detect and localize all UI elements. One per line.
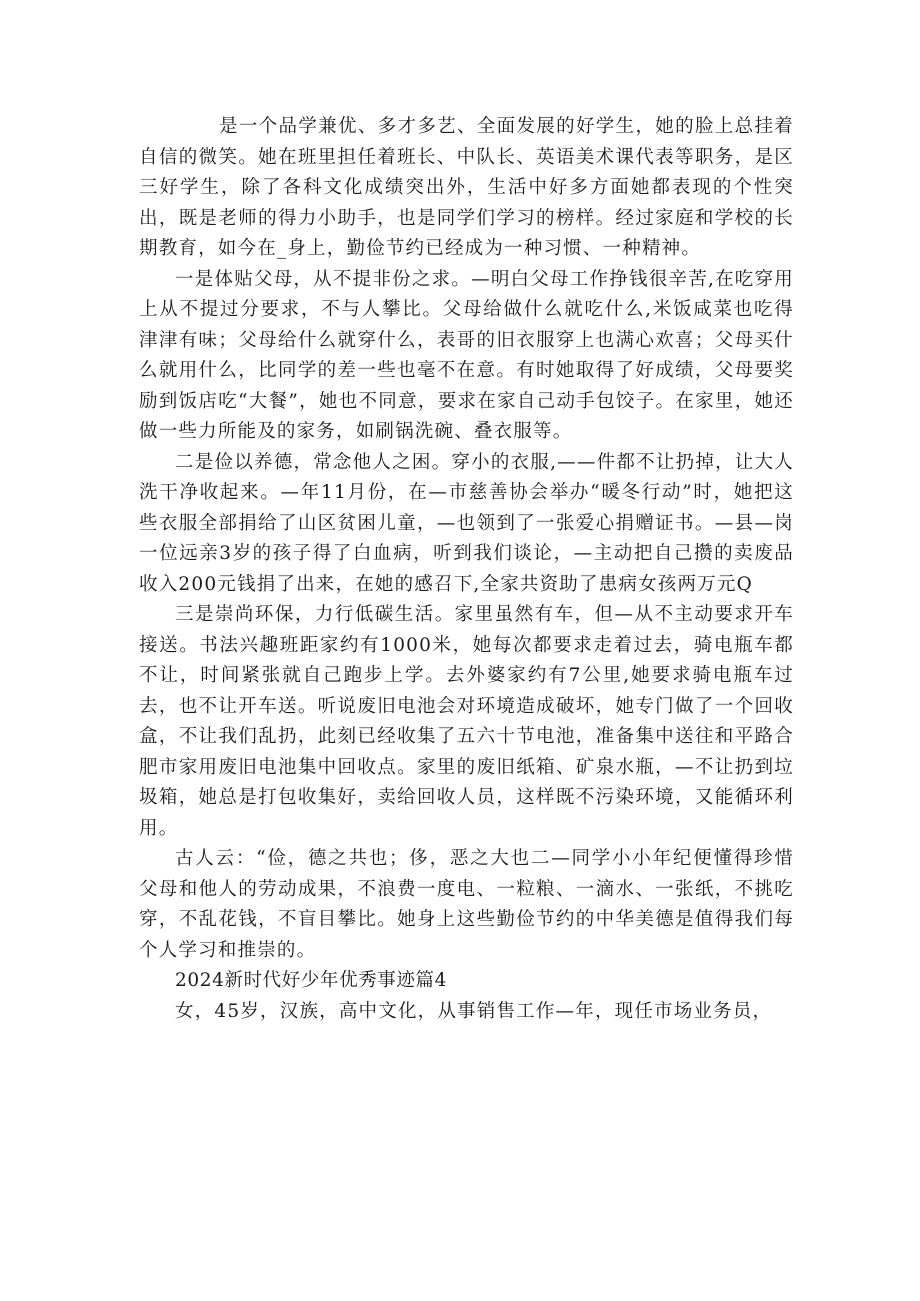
paragraph-environment: 三是崇尚环保，力行低碳生活。家里虽然有车，但—从不主动要求开车接送。书法兴趣班距家约有1000米，她每次都要求走着过去，骑电瓶车都不让，时间紧张就自己跑步上学。去外婆家约有7公里,她要求骑电瓶车过去，也不让开车送。听说废旧电池会对环境造成破坏，她专门做了一个回收盒，不让我们乱扔，此刻已经收集了五六十节电池，准备集中送往和平路合肥市家用废旧电池集中回收点。家里的废旧纸箱、矿泉水瓶，—不让扔到垃圾箱，她总是打包收集好，卖给回收人员，这样既不污染环境，又能循环利用。 xyxy=(139,604,794,839)
paragraph-intro: 是一个品学兼优、多才多艺、全面发展的好学生，她的脸上总挂着自信的微笑。她在班里担任着班长、中队长、英语美术课代表等职务，是区三好学生，除了各科文化成绩突出外，生活中好多方面她都表现的个性突出，既是老师的得力小助手，也是同学们学习的榜样。经过家庭和学校的长期教育，如今在_身上，勤俭节约已经成为一种习惯、一种精神。 xyxy=(139,116,794,259)
section-heading: 2024新时代好少年优秀事迹篇4 xyxy=(175,970,447,991)
document-body xyxy=(139,112,794,1027)
paragraph-ancient-saying: 古人云：“俭，德之共也；侈，恶之大也二—同学小小年纪便懂得珍惜父母和他人的劳动成果，不浪费一度电、一粒粮、一滴水、一张纸，不挑吃穿，不乱花钱，不盲目攀比。她身上这些勤俭节约的中华美德是值得我们每个人学习和推崇的。 xyxy=(139,848,794,961)
paragraph-next-profile: 女，45岁，汉族，高中文化，从事销售工作—年，现任市场业务员， xyxy=(175,1000,773,1022)
paragraph-respect-parents: 一是体贴父母，从不提非份之求。—明白父母工作挣钱很辛苦,在吃穿用上从不提过分要求，不与人攀比。父母给做什么就吃什么,米饭咸菜也吃得津津有味；父母给什么就穿什么，表哥的旧衣服穿上也满心欢喜；父母买什么就用什么，比同学的差一些也毫不在意。有时她取得了好成绩，父母要奖励到饭店吃“大餐”，她也不同意，要求在家自己动手包饺子。在家里，她还做一些力所能及的家务，如刷锅洗碗、叠衣服等。 xyxy=(139,268,794,442)
paragraph-frugality-virtue: 二是俭以养德，常念他人之困。穿小的衣服,——件都不让扔掉，让大人洗干净收起来。—年11月份，在—市慈善协会举办“暖冬行动”时，她把这些衣服全部捐给了山区贫困儿童，—也领到了一张爱心捐赠证书。—县—岗一位远亲3岁的孩子得了白血病，听到我们谈论，—主动把自己攒的卖废品收入200元钱捐了出来，在她的感召下,全家共资助了患病女孩两万元Q xyxy=(139,451,794,595)
